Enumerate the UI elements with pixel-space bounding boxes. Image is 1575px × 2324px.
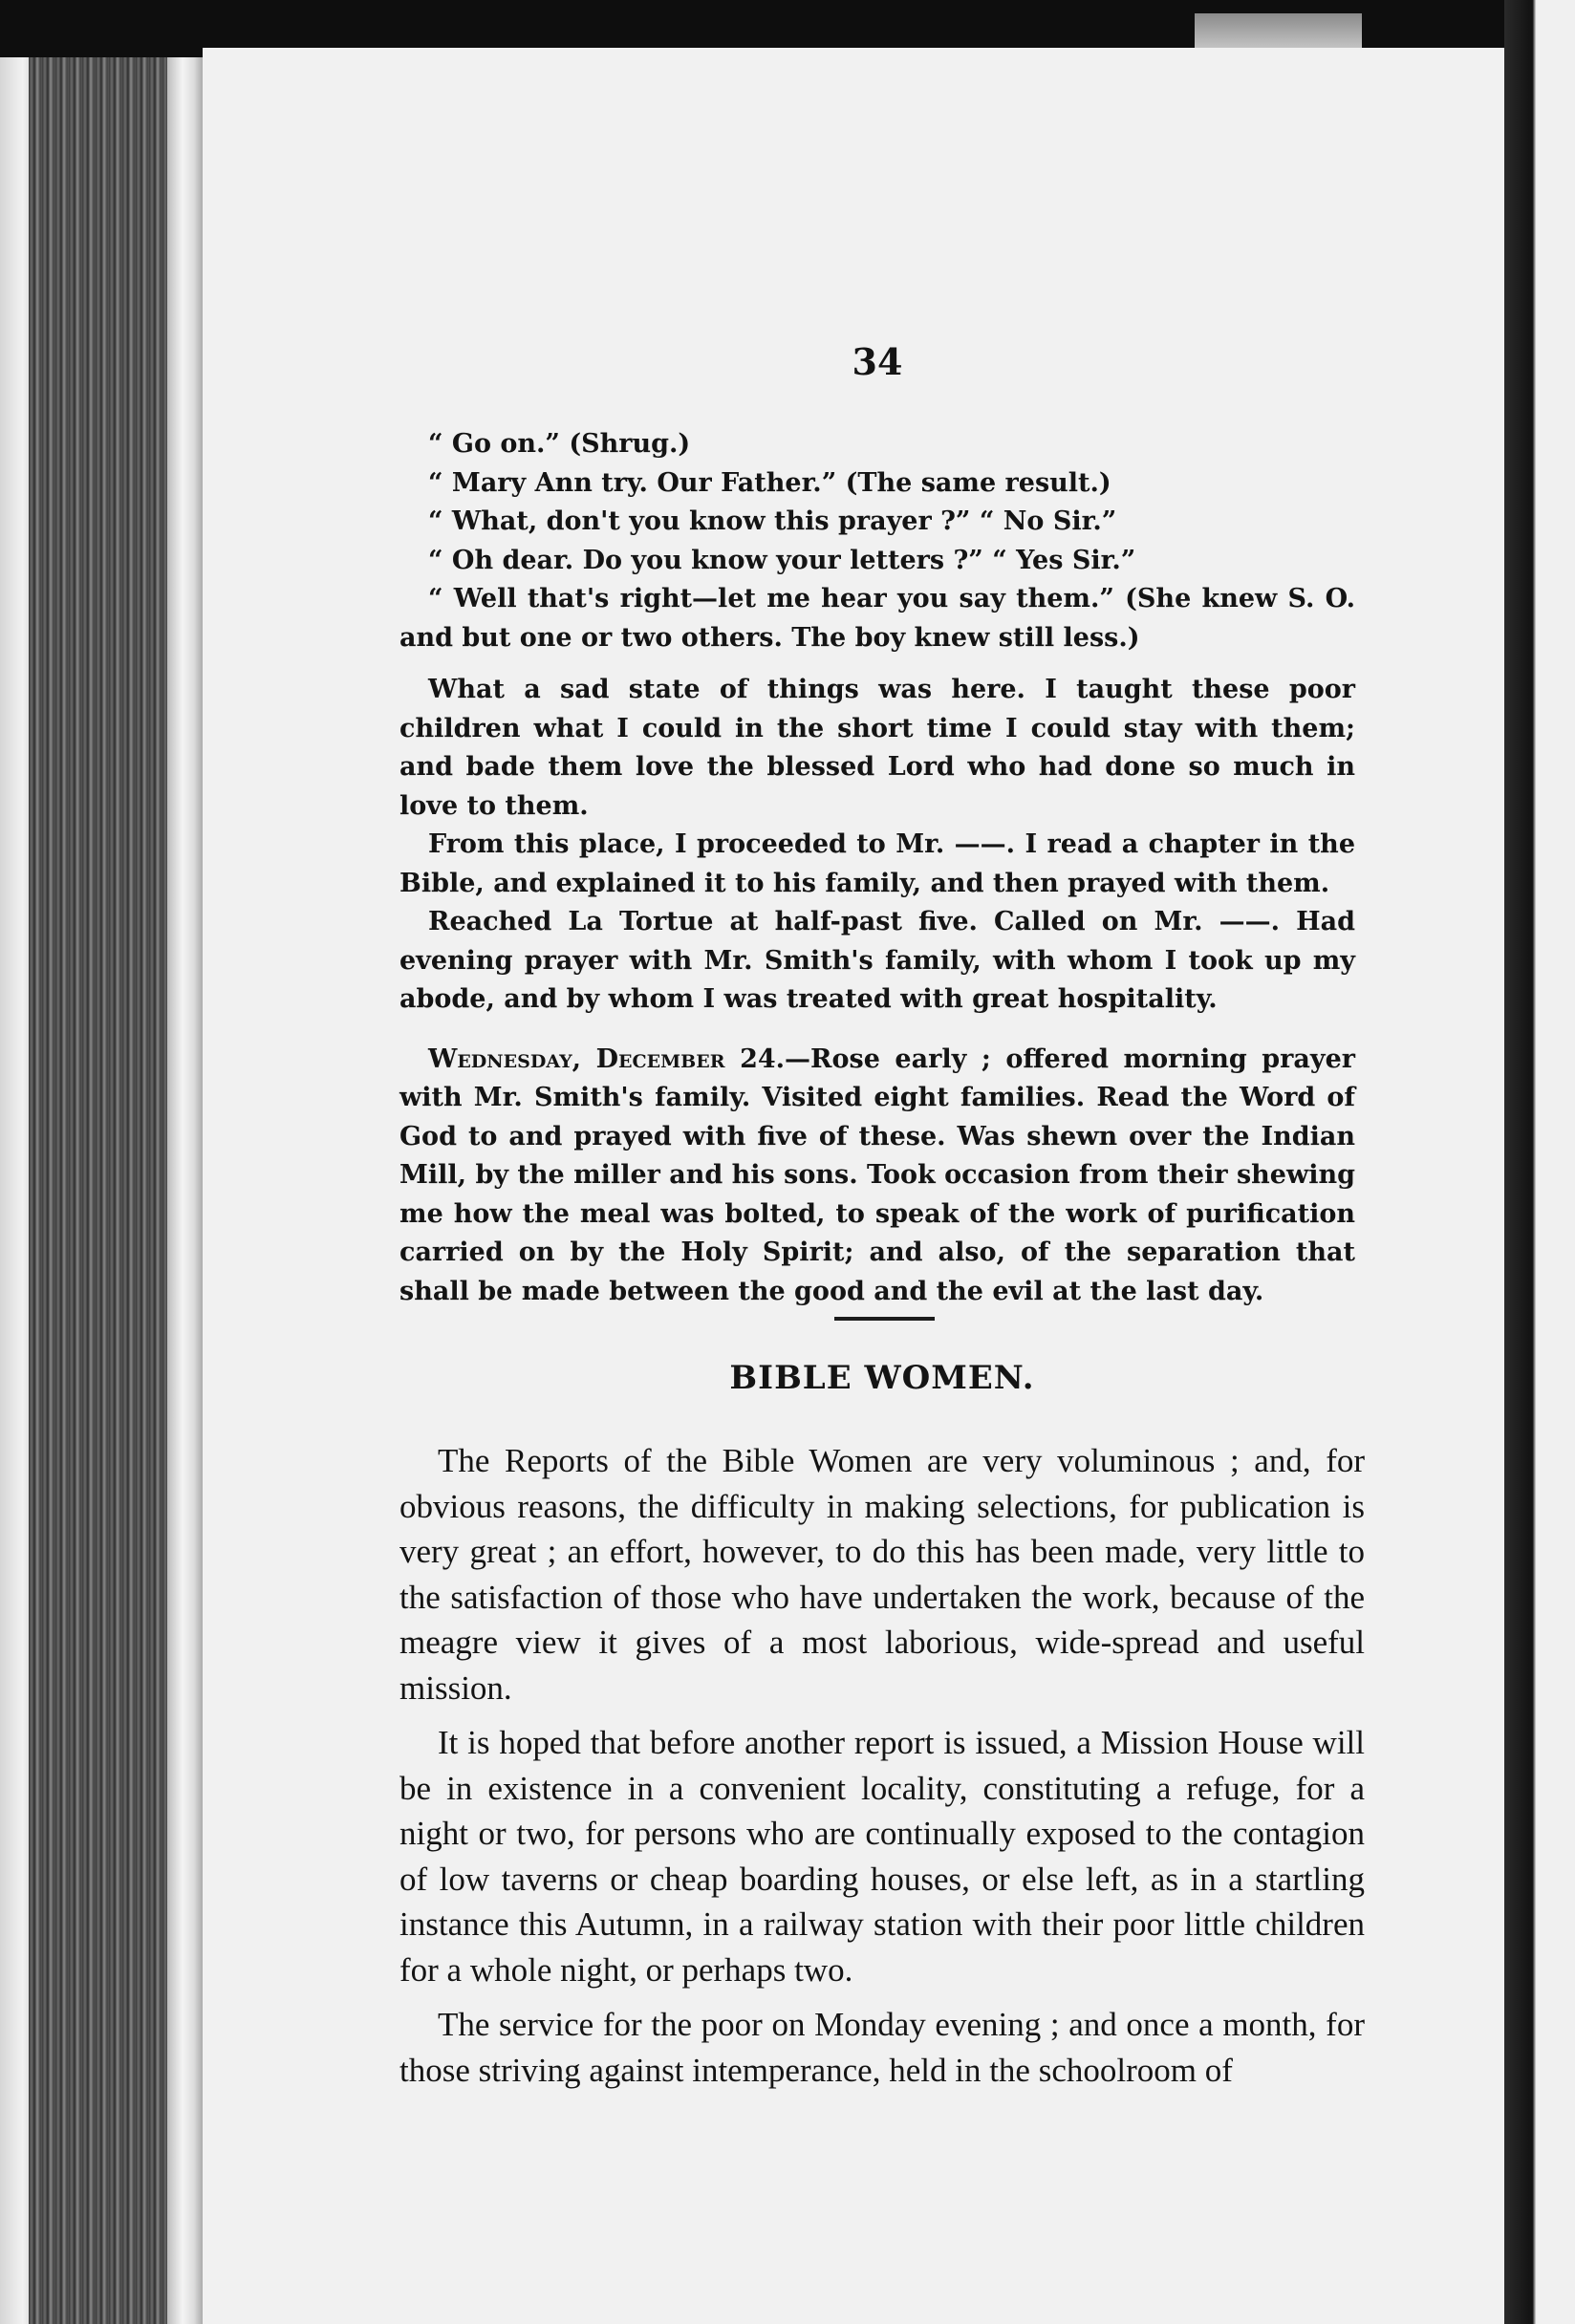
body-paragraph: The Reports of the Bible Women are very voluminous ; and, for obvious reasons, the difficulty in making selections, for publication is very great ; an effort, however, to do this has been made, very little to the satisfaction of those who have undertaken the work, because of the meagre view it gives of a most laborious, wide-spread and useful mission. [399, 1442, 1365, 1707]
page-number: 34 [852, 340, 903, 383]
diary-line: “ Mary Ann try. Our Father.” (The same result.) [428, 467, 1111, 498]
diary-entries [399, 425, 1355, 1311]
diary-paragraph: What a sad state of things was here. I taught these poor children what I could in the short time I could stay with them; and bade them love the blessed Lord who had done so much in love to them. [399, 675, 1355, 821]
section-divider [834, 1317, 935, 1321]
diary-paragraph: Reached La Tortue at half-past five. Called on Mr. ——. Had evening prayer with Mr. Smith's family, with whom I took up my abode, and by whom I was treated with great hospitality. [399, 907, 1355, 1014]
diary-line: “ Well that's right—let me hear you say them.” (She knew S. O. and but one or two others. The boy knew still less.) [399, 584, 1355, 653]
body-paragraph: It is hoped that before another report is issued, a Mission House will be in existence in a convenient locality, constituting a refuge, for a night or two, for persons who are continually exposed to the contagion of low taverns or cheap boarding houses, or else left, as in a startling instance this Autumn, in a railway station with their poor little children for a whole night, or perhaps two. [399, 1724, 1365, 1989]
diary-line: “ What, don't you know this prayer ?” “ No Sir.” [428, 506, 1117, 536]
wednesday-entry [399, 1041, 1355, 1312]
book-page-stack [29, 57, 205, 2324]
body-paragraph: The service for the poor on Monday evening ; and once a month, for those striving against intemperance, held in the schoolroom of [399, 2006, 1365, 2089]
diary-paragraph: From this place, I proceeded to Mr. ——. I read a chapter in the Bible, and explained it to his family, and then prayed with them. [399, 829, 1355, 898]
diary-line: “ Oh dear. Do you know your letters ?” “ Yes Sir.” [428, 545, 1136, 575]
wednesday-date-label: Wednesday, December 24. [428, 1044, 786, 1074]
book-page [203, 48, 1504, 2324]
section-heading: BIBLE WOMEN. [729, 1359, 1035, 1397]
book-top-tab [1195, 13, 1362, 52]
diary-line: “ Go on.” (Shrug.) [428, 429, 691, 459]
wednesday-entry-text: —Rose early ; offered morning prayer with Mr. Smith's family. Visited eight families. Read the Word of God to and prayed with five of these. Was shewn over the Indian Mill, by the miller and his sons. Took occasion from their shewing me how the meal was bolted, to speak of the work of purification carried on by the Holy Spirit; and also, of the separation that shall be made between the good and the evil at the last day. [399, 1044, 1355, 1306]
book-right-margin [1504, 0, 1575, 2324]
bible-women-section [399, 1438, 1365, 2093]
